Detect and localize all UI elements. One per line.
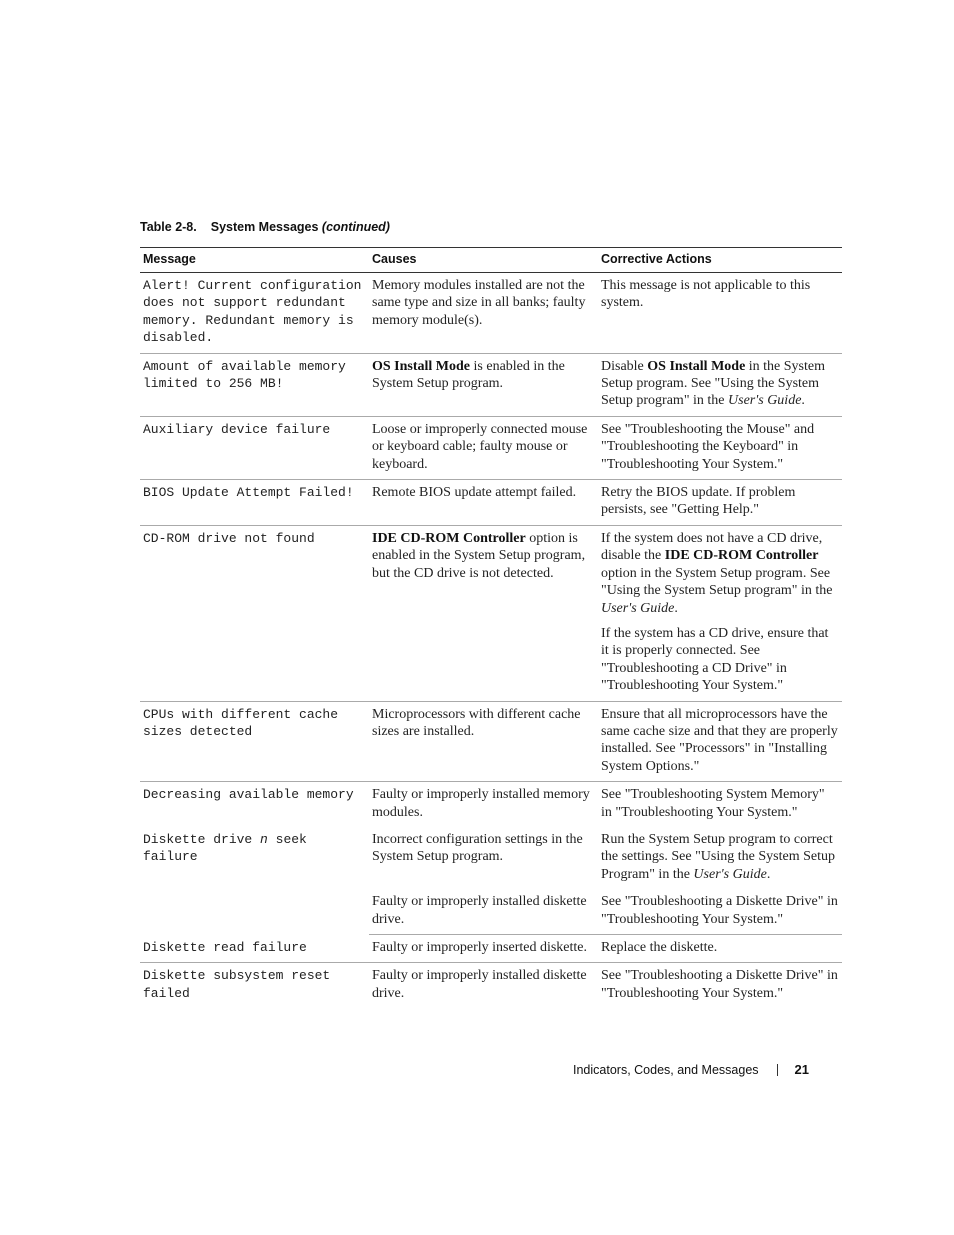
cause-cell: Faulty or improperly inserted diskette. — [369, 935, 598, 963]
table-row — [140, 273, 842, 354]
cause-cell: Faulty or improperly installed memory modules. — [372, 787, 590, 820]
message-cell: Amount of available memory limited to 256 MB! — [140, 353, 369, 416]
action-text: option in the System Setup program. See "Using the System Setup program" in the — [601, 565, 833, 599]
cause-cell: Faulty or improperly installed diskette drive. — [369, 889, 598, 934]
table-row — [140, 935, 842, 963]
setting-name: IDE CD-ROM Controller — [372, 530, 526, 546]
table-row — [140, 963, 842, 1008]
action-cell: This message is not applicable to this system. — [598, 273, 842, 354]
action-cell: See "Troubleshooting a Diskette Drive" in "Troubleshooting Your System." — [601, 968, 838, 1001]
page-number: 21 — [794, 1062, 809, 1077]
table-row — [140, 827, 842, 889]
message-cell: BIOS Update Attempt Failed! — [140, 480, 369, 526]
action-text: Run the System Setup program to correct the settings. See "Using the System Setup Program" in the — [601, 831, 835, 882]
table-continued: (continued) — [321, 220, 390, 234]
action-text: . — [766, 866, 771, 882]
table-row — [140, 782, 842, 827]
cause-cell: Incorrect configuration settings in the System Setup program. — [372, 831, 583, 865]
guide-title: User's Guide — [728, 393, 802, 409]
cause-cell: Memory modules installed are not the same type and size in all banks; faulty memory module(s). — [369, 273, 598, 354]
table-row — [140, 480, 842, 526]
message-cell: Decreasing available memory — [143, 787, 354, 803]
action-cell — [598, 353, 842, 416]
cause-cell: Loose or improperly connected mouse or keyboard cable; faulty mouse or keyboard. — [369, 416, 598, 479]
table-row — [140, 701, 842, 782]
action-cell: See "Troubleshooting a Diskette Drive" in "Troubleshooting Your System." — [598, 889, 842, 934]
action-text: . — [801, 393, 805, 409]
message-text: seek failure — [143, 831, 307, 865]
table-number: Table 2-8. — [140, 220, 197, 234]
action-cell — [598, 827, 842, 889]
action-cell: See "Troubleshooting the Mouse" and "Troubleshooting the Keyboard" in "Troubleshooting Your System." — [598, 416, 842, 479]
action-text: If the system does not have a CD drive, disable the — [601, 530, 823, 564]
drive-variable: n — [260, 831, 268, 847]
action-text: Disable — [601, 358, 648, 374]
footer-divider — [777, 1064, 778, 1076]
table-row — [140, 525, 842, 701]
guide-title: User's Guide — [601, 600, 675, 616]
action-cell: Retry the BIOS update. If problem persists, see "Getting Help." — [598, 480, 842, 526]
action-cell: Replace the diskette. — [598, 935, 842, 963]
setting-name: OS Install Mode — [647, 358, 746, 374]
message-cell: Diskette read failure — [140, 935, 369, 963]
cause-cell — [369, 525, 598, 701]
cause-cell: Remote BIOS update attempt failed. — [369, 480, 598, 526]
message-cell: Auxiliary device failure — [140, 416, 369, 479]
action-text: . — [674, 600, 678, 616]
message-text: Diskette drive — [143, 831, 261, 847]
system-messages-table — [140, 247, 842, 1008]
table-caption — [140, 220, 390, 234]
table-row — [140, 353, 842, 416]
header-causes: Causes — [369, 248, 598, 273]
action-paragraph — [601, 530, 839, 617]
cause-cell: Faulty or improperly installed diskette drive. — [372, 968, 587, 1001]
cause-cell: Microprocessors with different cache sizes are installed. — [369, 701, 598, 782]
cause-text: is enabled in the System Setup program. — [372, 358, 565, 392]
page-footer — [573, 1062, 809, 1077]
action-cell: Ensure that all microprocessors have the same cache size and that they are properly installed. See "Processors" in "Installing System Options." — [598, 701, 842, 782]
footer-section-title: Indicators, Codes, and Messages — [573, 1063, 759, 1077]
action-cell: See "Troubleshooting System Memory" in "Troubleshooting Your System." — [601, 787, 825, 820]
guide-title: User's Guide — [693, 866, 767, 882]
message-cell: CD-ROM drive not found — [140, 525, 369, 701]
table-title: System Messages — [210, 220, 319, 234]
header-corrective-actions: Corrective Actions — [598, 248, 842, 273]
action-cell — [598, 525, 842, 701]
header-message: Message — [140, 248, 369, 273]
cause-cell — [369, 353, 598, 416]
action-text: in the System Setup program. See "Using the System Setup program" in the — [601, 358, 826, 409]
message-cell — [140, 827, 369, 935]
cause-text: option is enabled in the System Setup program, but the CD drive is not detected. — [372, 530, 586, 581]
message-cell: Alert! Current configuration does not support redundant memory. Redundant memory is disabled. — [140, 273, 369, 354]
setting-name: IDE CD-ROM Controller — [664, 548, 819, 564]
setting-name: OS Install Mode — [372, 358, 471, 374]
table-header-row — [140, 248, 842, 273]
message-cell: CPUs with different cache sizes detected — [140, 701, 369, 782]
message-cell: Diskette subsystem reset failed — [143, 968, 331, 1001]
table-row — [140, 416, 842, 479]
action-paragraph: If the system has a CD drive, ensure that it is properly connected. See "Troubleshooting a CD Drive" in "Troubleshooting Your System." — [601, 625, 829, 694]
